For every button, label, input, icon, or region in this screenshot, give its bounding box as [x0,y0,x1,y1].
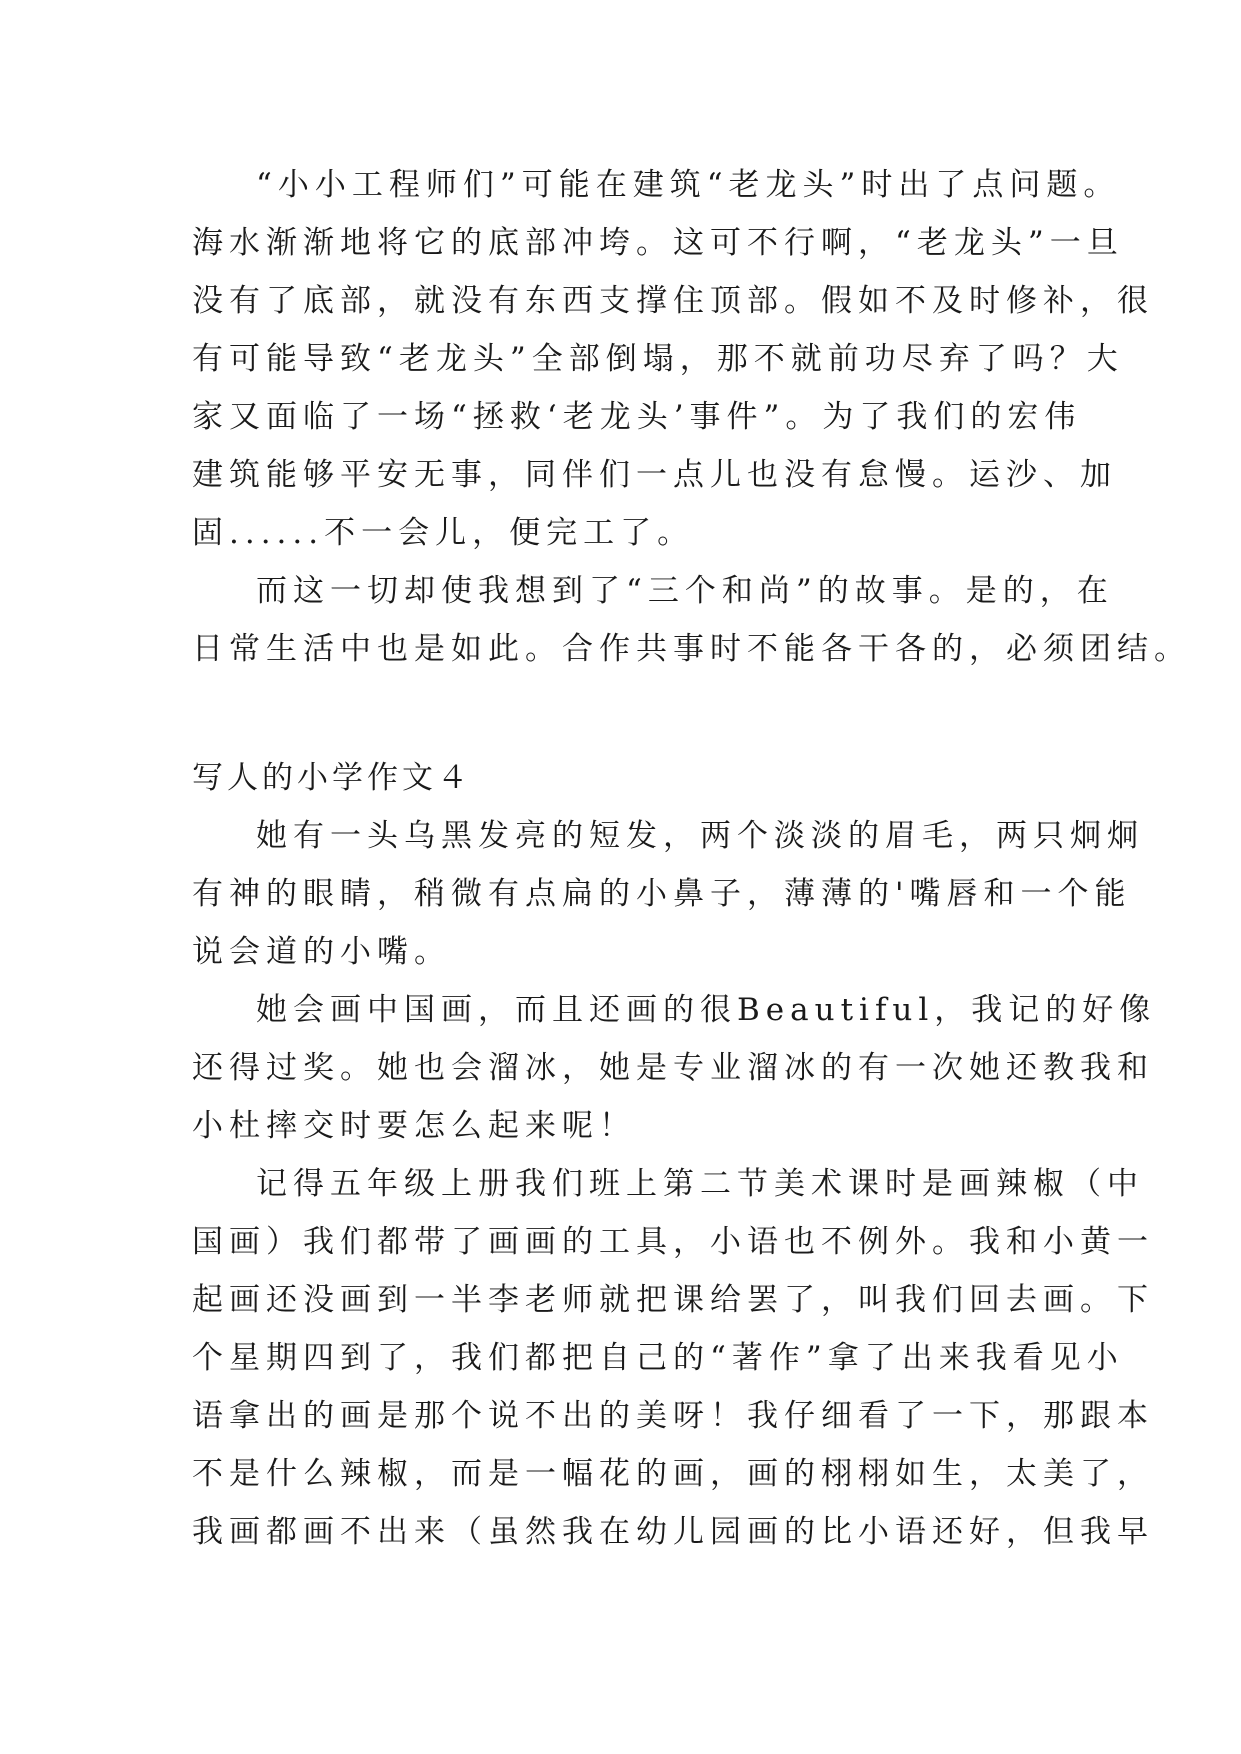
text-line: 个星期四到了，我们都把自己的“著作”拿了出来我看见小 [192,1340,1124,1376]
text-line: 有神的眼睛，稍微有点扁的小鼻子，薄薄的'嘴唇和一个能 [192,876,1132,912]
paragraph [192,156,1154,562]
text-line: 说会道的小嘴。 [192,934,451,970]
text-line: 我画都画不出来（虽然我在幼儿园画的比小语还好，但我早 [192,1514,1154,1550]
text-line: 而这一切却使我想到了“三个和尚”的故事。是的，在 [256,573,1114,609]
text-line: 她有一头乌黑发亮的短发，两个淡淡的眉毛，两只炯炯 [256,818,1144,854]
text-line: 她会画中国画，而且还画的很Beautiful，我记的好像 [256,992,1157,1028]
text-line: 记得五年级上册我们班上第二节美术课时是画辣椒（中 [256,1166,1144,1202]
text-line: 海水渐渐地将它的底部冲垮。这可不行啊，“老龙头”一旦 [192,225,1124,261]
text-line: 不是什么辣椒，而是一幅花的画，画的栩栩如生，太美了， [192,1456,1154,1492]
text-line: 有可能导致“老龙头”全部倒塌，那不就前功尽弃了吗？大 [192,341,1124,377]
paragraph [192,1155,1154,1561]
text-line: 语拿出的画是那个说不出的美呀！我仔细看了一下，那跟本 [192,1398,1154,1434]
section-heading: 写人的小学作文４ [192,760,472,796]
text-line: 家又面临了一场“拯救‘老龙头’事件”。为了我们的宏伟 [192,399,1082,435]
paragraph [192,807,1144,981]
text-line: “小小工程师们”可能在建筑“老龙头”时出了点问题。 [256,167,1121,203]
text-line: 还得过奖。她也会溜冰，她是专业溜冰的有一次她还教我和 [192,1050,1154,1086]
text-line: 建筑能够平安无事，同伴们一点儿也没有怠慢。运沙、加 [192,457,1117,493]
text-line: 起画还没画到一半李老师就把课给罢了，叫我们回去画。下 [192,1282,1154,1318]
text-line: 小杜摔交时要怎么起来呢！ [192,1108,636,1144]
section-spacer [192,678,1052,749]
paragraph [192,981,1157,1155]
text-line: 国画）我们都带了画画的工具，小语也不例外。我和小黄一 [192,1224,1154,1260]
text-line: 日常生活中也是如此。合作共事时不能各干各的，必须团结。 [192,631,1191,667]
document-body [192,156,1191,1561]
paragraph [192,562,1191,678]
text-line: 没有了底部，就没有东西支撑住顶部。假如不及时修补，很 [192,283,1154,319]
text-line: 固......不一会儿，便完工了。 [192,515,695,551]
